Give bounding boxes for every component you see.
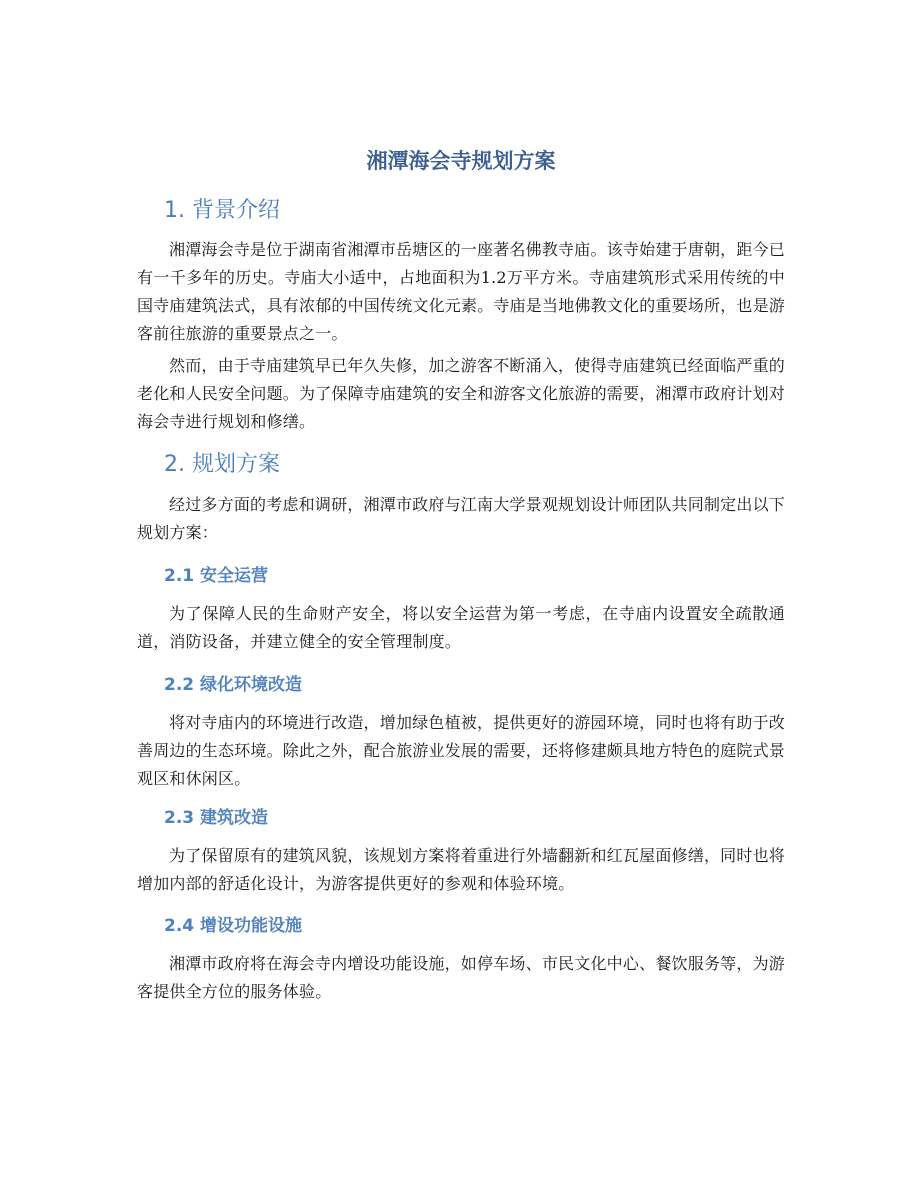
subsection-heading-facilities: 2.4 增设功能设施	[164, 916, 303, 936]
paragraph-greening: 将对寺庙内的环境进行改造，增加绿色植被，提供更好的游园环境，同时也将有助于改善周边的生态环境。除此之外，配合旅游业发展的需要，还将修建颇具地方特色的庭院式景观区和休闲区。	[137, 713, 786, 788]
paragraph-background-2: 然而，由于寺庙建筑早已年久失修，加之游客不断涌入，使得寺庙建筑已经面临严重的老化和人民安全问题。为了保障寺庙建筑的安全和游客文化旅游的需要，湘潭市政府计划对海会寺进行规划和修缮。	[137, 356, 786, 431]
section-heading-background: 1. 背景介绍	[164, 198, 280, 223]
document-title: 湘潭海会寺规划方案	[366, 149, 556, 173]
subsection-heading-architecture: 2.3 建筑改造	[164, 808, 269, 828]
paragraph-safety: 为了保障人民的生命财产安全，将以安全运营为第一考虑，在寺庙内设置安全疏散通道，消防设备，并建立健全的安全管理制度。	[137, 604, 785, 651]
paragraph-architecture: 为了保留原有的建筑风貌，该规划方案将着重进行外墙翻新和红瓦屋面修缮，同时也将增加内部的舒适化设计，为游客提供更好的参观和体验环境。	[137, 846, 785, 893]
subsection-heading-greening: 2.2 绿化环境改造	[164, 675, 303, 695]
section-heading-plan: 2. 规划方案	[164, 452, 280, 477]
paragraph-plan-intro: 经过多方面的考虑和调研，湘潭市政府与江南大学景观规划设计师团队共同制定出以下规划方案：	[137, 495, 785, 542]
paragraph-background-1: 湘潭海会寺是位于湖南省湘潭市岳塘区的一座著名佛教寺庙。该寺始建于唐朝，距今已有一千多年的历史。寺庙大小适中，占地面积为1.2万平方米。寺庙建筑形式采用传统的中国寺庙建筑法式，具有浓郁的中国传统文化元素。寺庙是当地佛教文化的重要场所，也是游客前往旅游的重要景点之一。	[137, 240, 786, 343]
paragraph-facilities: 湘潭市政府将在海会寺内增设功能设施，如停车场、市民文化中心、餐饮服务等，为游客提供全方位的服务体验。	[137, 954, 785, 1001]
subsection-heading-safety: 2.1 安全运营	[164, 566, 269, 586]
